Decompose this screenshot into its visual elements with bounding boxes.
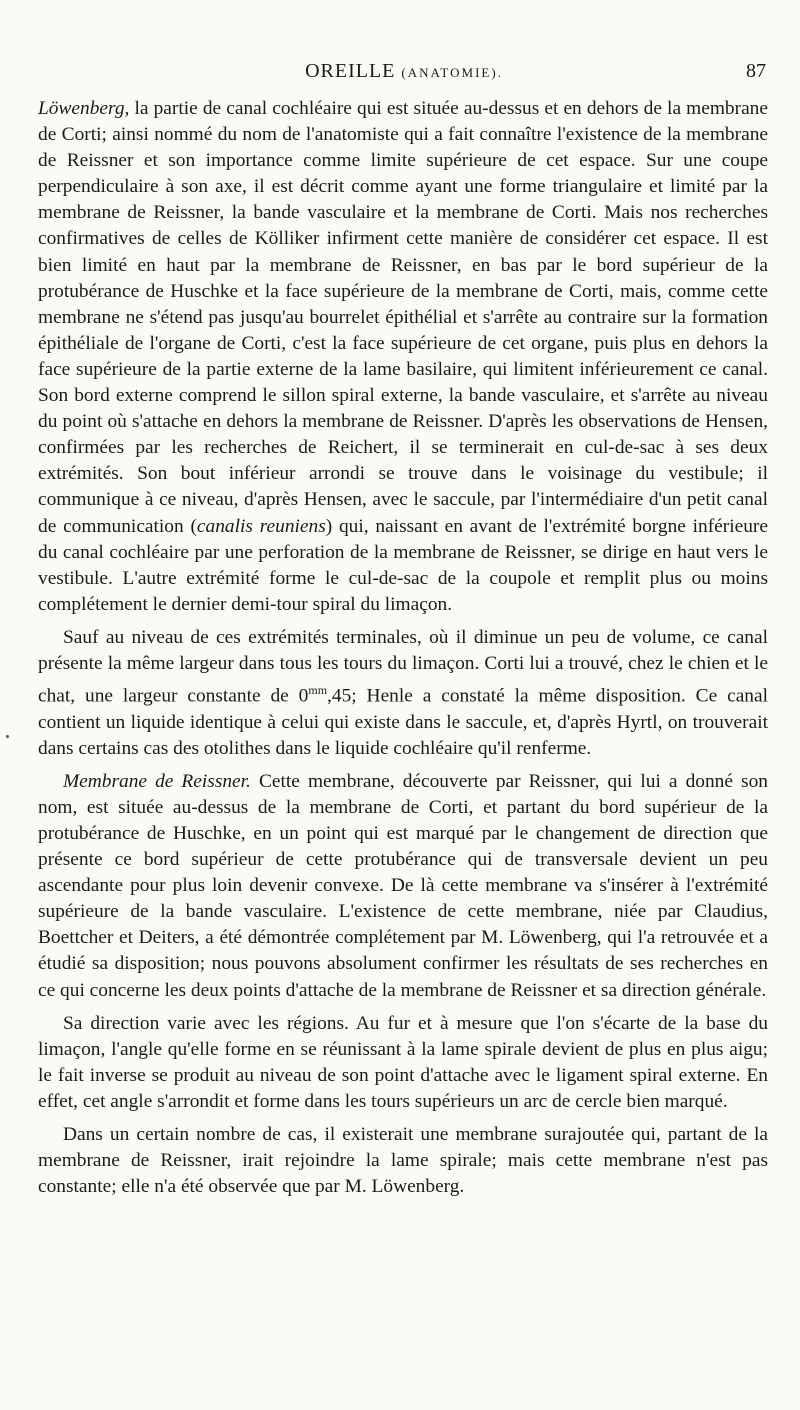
paragraph-4 xyxy=(38,1011,768,1115)
paragraph-1-lead: Löwenberg, xyxy=(38,98,130,119)
running-title-main: OREILLE xyxy=(305,60,396,82)
paragraph-1-text: la partie de canal cochléaire qui est située au-dessus et en dehors de la membrane de Corti; ainsi nommé du nom de l'anatomiste qui a fait connaître l'existence de la membrane de Reissner et son importance comme limite supérieure de cet espace. Sur une coupe perpendiculaire à son axe, il est décrit comme ayant une forme triangulaire et limité par la membrane de Reissner, la bande vasculaire et la membrane de Corti. Mais nos recherches confirmatives de celles de Kölliker infirment cette manière de considérer cet espace. Il est bien limité en haut par la membrane de Reissner, en bas par le bord supérieur de la protubérance de Huschke et la face supérieure de la membrane de Corti, mais, comme cette membrane ne s'étend pas jusqu'au bourrelet épithélial et s'arrête au contraire sur la formation épithéliale de l'organe de Corti, c'est la face supérieure de cet organe, puis plus en dehors la face supérieure de la partie externe de la lame basilaire, qui limitent inférieurement ce canal. Son bord externe comprend le sillon spiral externe, la bande vasculaire, et s'arrête au niveau du point où s'attache en dehors la membrane de Reissner. D'après les observations de Hensen, confirmées par les recherches de Reichert, il se terminerait en cul-de-sac à ses deux extrémités. Son bout inférieur arrondi se trouve dans le voisinage du vestibule; il communique à ce niveau, d'après Hensen, avec le saccule, par l'intermédiaire d'un petit canal de communication ( xyxy=(38,98,768,537)
paragraph-3-text: Cette membrane, découverte par Reissner, qui lui a donné son nom, est située au-dessus de la membrane de Corti, et partant du bord supérieur de la protubérance de Huschke, en un point qui est marqué par le changement de direction que présente ce bord supérieur de cette protubérance qui de transversale devient un peu ascendante pour plus loin devenir convexe. De là cette membrane va s'insérer à l'extrémité supérieure de la bande vasculaire. L'existence de cette membrane, niée par Claudius, Boettcher et Deiters, a été démontrée complétement par M. Löwenberg, qui l'a retrouvée et a étudié sa disposition; nous pouvons absolument confirmer les résultats de ses recherches en ce qui concerne les deux points d'attache de la membrane de Reissner et sa direction générale. xyxy=(38,770,768,1001)
paragraph-2 xyxy=(38,625,768,762)
page-header xyxy=(40,60,768,92)
paragraph-4-text: Sa direction varie avec les régions. Au fur et à mesure que l'on s'écarte de la base du limaçon, l'angle qu'elle forme en se réunissant à la lame spirale devient de plus en plus aigu; le fait inverse se produit au niveau de son point d'attache avec le ligament spiral externe. En effet, cet angle s'arrondit et forme dans les tours supérieurs un arc de cercle bien marqué. xyxy=(38,1012,768,1112)
paragraph-1 xyxy=(38,96,768,618)
paragraph-2-text-continued: ,45; Henle a constaté la même disposition. Ce canal contient un liquide identique à celui qui existe dans le saccule, et, d'après Hyrtl, on trouverait dans certains cas des otolithes dans le liquide cochléaire qu'il renferme. xyxy=(38,685,768,759)
paragraph-2-text: Sauf au niveau de ces extrémités terminales, où il diminue un peu de volume, ce canal présente la même largeur dans tous les tours du limaçon. Corti lui a trouvé, chez le chien et le chat, une largeur constante de 0 xyxy=(38,626,768,707)
paragraph-3-heading: Membrane de Reissner. xyxy=(63,770,251,792)
page-body xyxy=(38,96,768,1200)
paragraph-1-latin-term: canalis reuniens xyxy=(196,515,326,537)
paragraph-5-text: Dans un certain nombre de cas, il existerait une membrane surajoutée qui, partant de la membrane de Reissner, irait rejoindre la lame spirale; mais cette membrane n'est pas constante; elle n'a été observée que par M. Löwenberg. xyxy=(38,1124,768,1198)
running-title-subtitle: (ANATOMIE). xyxy=(401,65,503,80)
paragraph-3 xyxy=(38,769,768,1004)
running-title xyxy=(40,60,768,83)
margin-mark xyxy=(6,735,9,738)
paragraph-5 xyxy=(38,1122,768,1200)
paragraph-2-unit: mm xyxy=(308,683,328,698)
paragraph-1-text-continued: ) qui, naissant en avant de l'extrémité borgne inférieure du canal cochléaire par une perforation de la membrane de Reissner, se dirige en haut vers le vestibule. L'autre extrémité forme le cul-de-sac de la coupole et remplit plus ou moins complétement le dernier demi-tour spiral du limaçon. xyxy=(38,515,768,615)
page-number: 87 xyxy=(746,60,766,82)
